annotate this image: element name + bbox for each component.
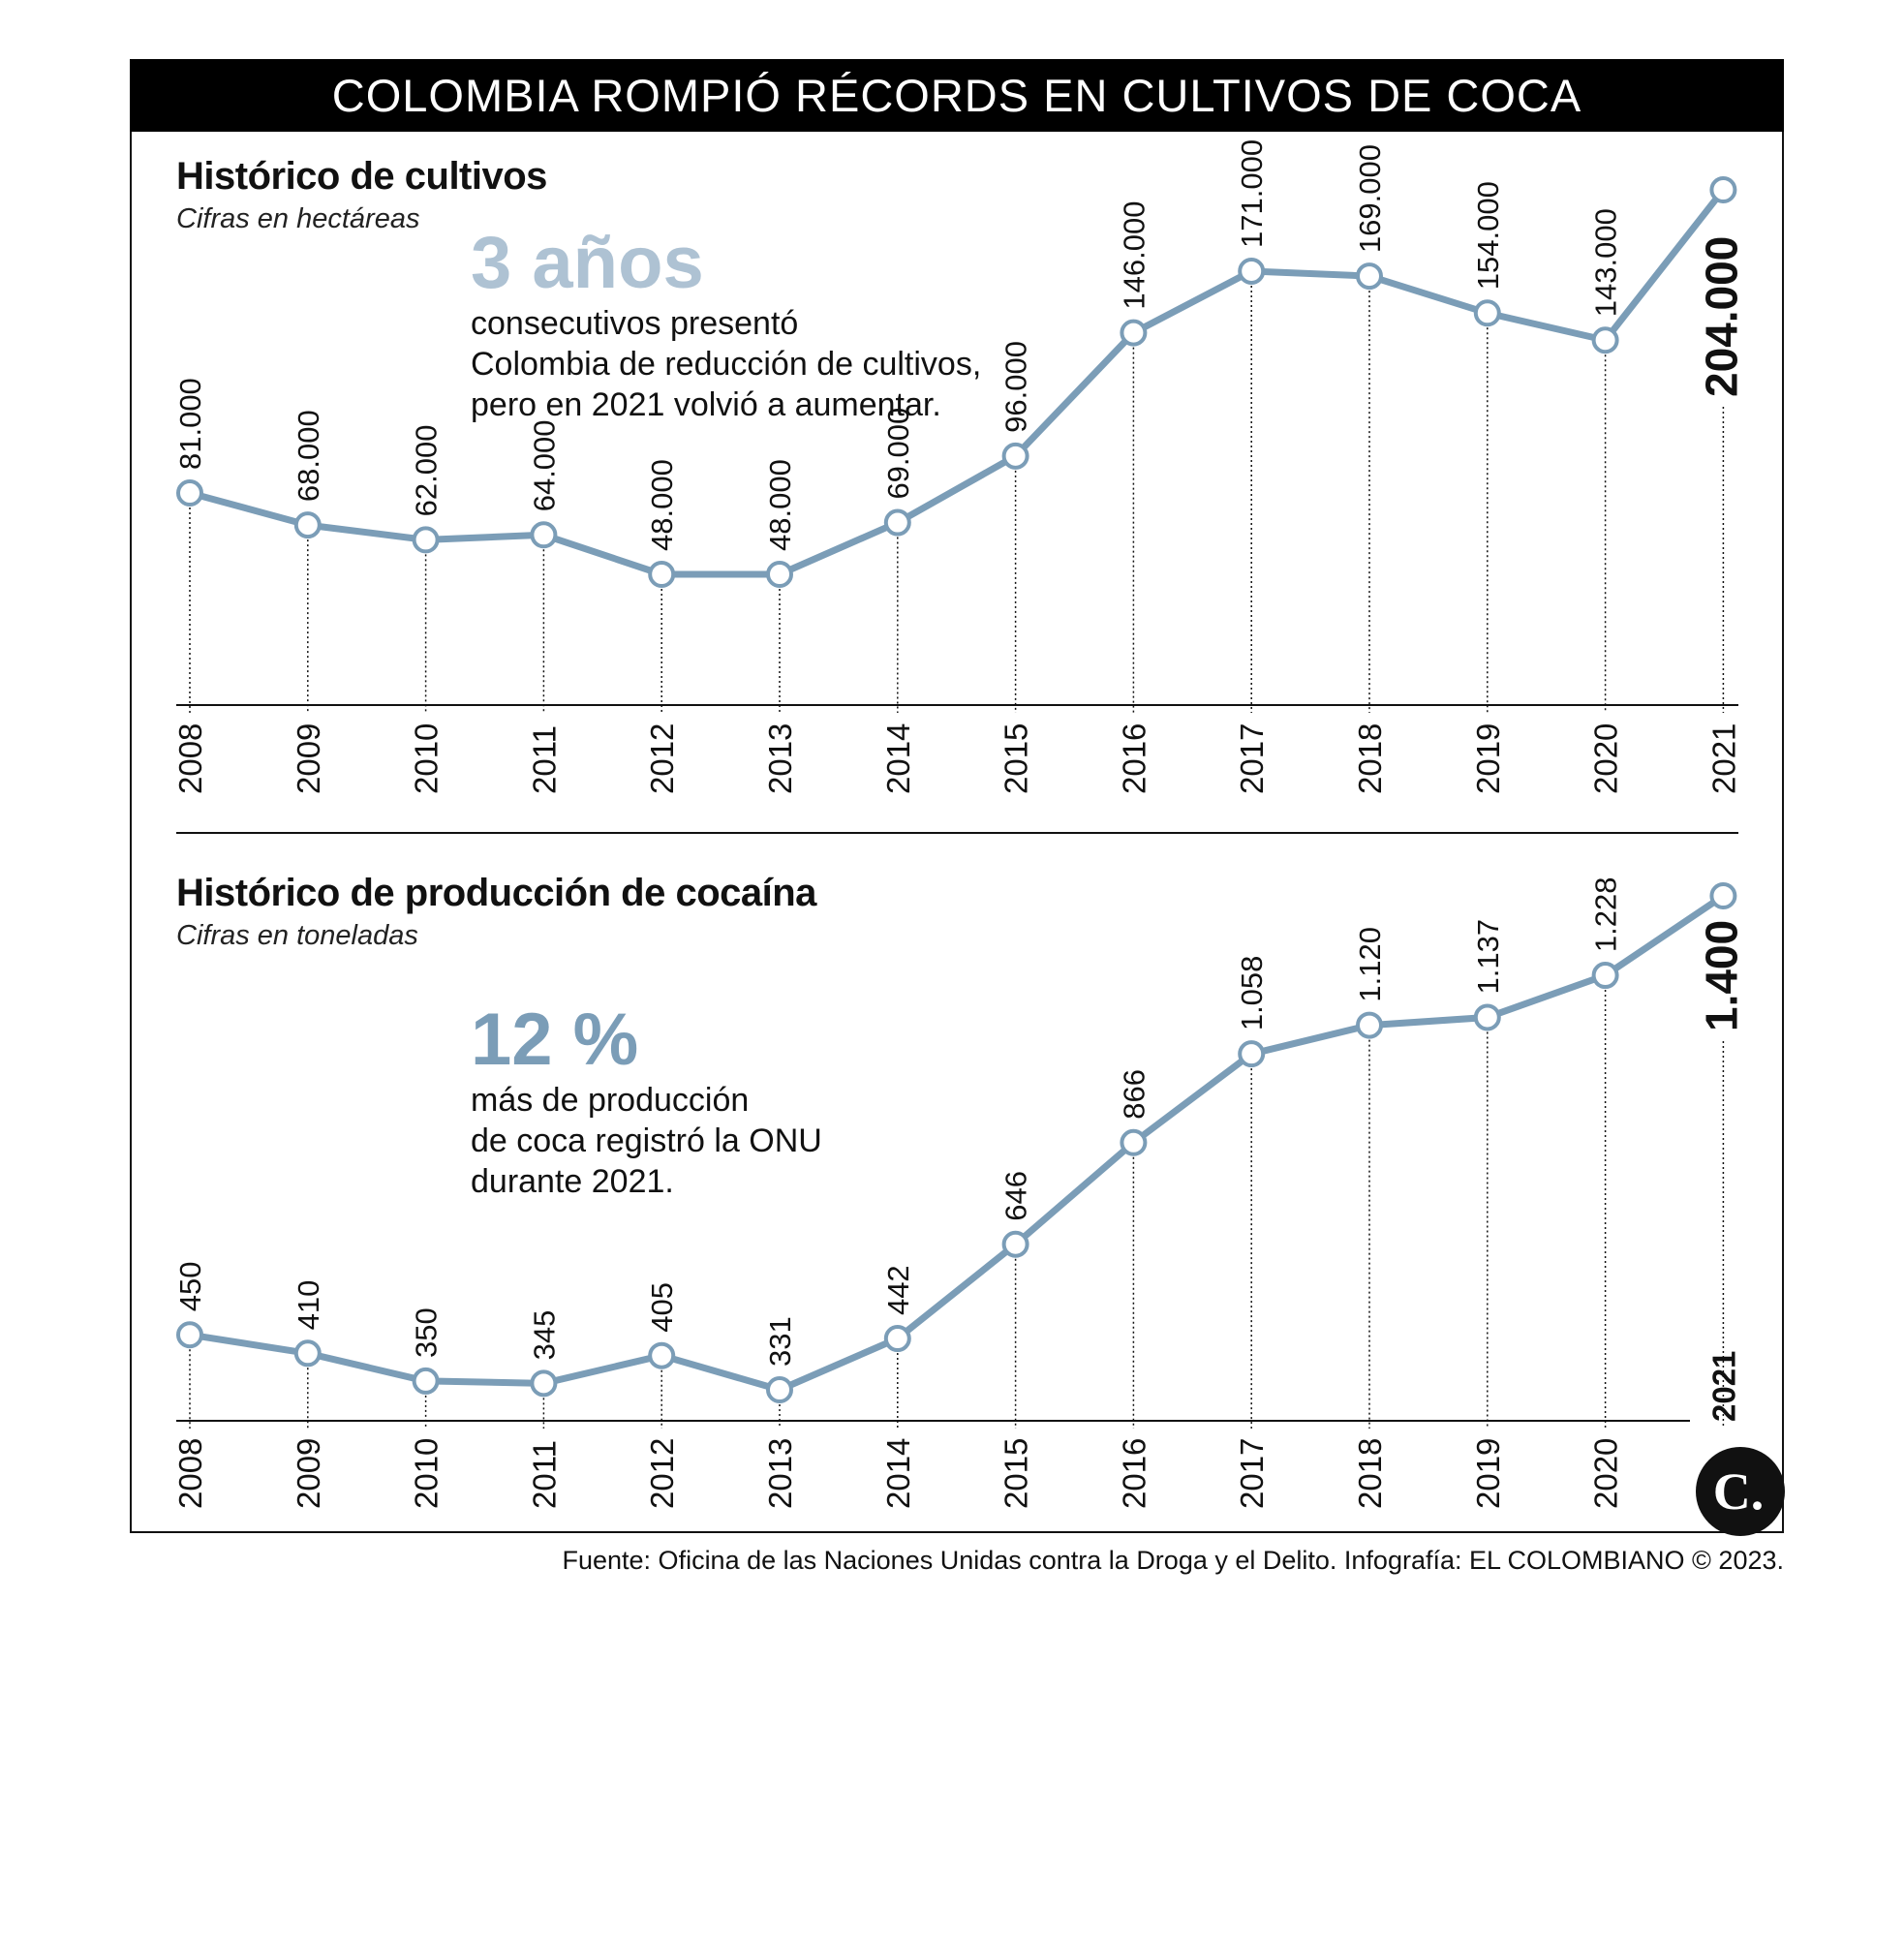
callout-2-line: durante 2021. xyxy=(471,1163,674,1200)
chart-1-title: Histórico de cultivos xyxy=(176,155,547,198)
data-point xyxy=(415,528,438,551)
x-tick-label: 2011 xyxy=(526,725,563,794)
data-point xyxy=(1240,1042,1263,1065)
data-label: 866 xyxy=(1117,1069,1152,1120)
callout-1-line: consecutivos presentó xyxy=(471,305,799,342)
data-point xyxy=(886,1327,909,1350)
chart-2-title: Histórico de producción de cocaína xyxy=(176,872,816,914)
data-point xyxy=(886,511,909,535)
x-tick-label: 2018 xyxy=(1352,1437,1388,1509)
data-label: 64.000 xyxy=(527,419,562,512)
x-tick-label: 2010 xyxy=(408,1437,445,1509)
data-point xyxy=(1358,1014,1381,1037)
data-label: 1.120 xyxy=(1353,927,1387,1002)
x-tick-label: 2017 xyxy=(1234,1437,1271,1509)
x-tick-label: 2009 xyxy=(290,1437,326,1509)
data-point xyxy=(768,563,791,586)
x-tick-label: 2014 xyxy=(879,723,916,794)
data-point xyxy=(1121,1131,1145,1154)
callout-2-number: 12 % xyxy=(471,999,639,1081)
data-point xyxy=(1476,301,1499,324)
data-label: 410 xyxy=(291,1279,325,1331)
data-label: 69.000 xyxy=(880,407,915,500)
x-tick-label: 2020 xyxy=(1587,723,1624,794)
data-label: 350 xyxy=(409,1307,444,1358)
x-tick-label: 2009 xyxy=(290,723,326,794)
data-point xyxy=(1121,322,1145,345)
chart-1-subtitle: Cifras en hectáreas xyxy=(176,203,420,234)
x-tick-label: 2015 xyxy=(998,723,1034,794)
x-tick-label: 2016 xyxy=(1116,723,1152,794)
x-tick-label: 2013 xyxy=(762,723,798,794)
chart-2-subtitle: Cifras en toneladas xyxy=(176,920,418,951)
data-label: 68.000 xyxy=(291,410,325,503)
data-label: 143.000 xyxy=(1588,208,1623,318)
x-tick-label: 2012 xyxy=(644,1437,681,1509)
source-note: Fuente: Oficina de las Naciones Unidas contra la Droga y el Delito. Infografía: EL COLOMBIANO © 2023. xyxy=(562,1546,1784,1575)
data-point xyxy=(1711,178,1735,201)
data-label: 81.000 xyxy=(173,378,207,471)
x-tick-label: 2015 xyxy=(998,1437,1034,1509)
data-point xyxy=(1711,884,1735,907)
data-label: 442 xyxy=(880,1265,915,1316)
logo-text: C. xyxy=(1712,1462,1765,1521)
data-label: 1.137 xyxy=(1470,918,1505,995)
x-tick-label: 2008 xyxy=(172,1437,208,1509)
callout-1-number: 3 años xyxy=(471,222,704,304)
data-label: 345 xyxy=(527,1309,562,1361)
x-tick-label: 2019 xyxy=(1469,723,1506,794)
data-point xyxy=(1004,1233,1028,1256)
data-point xyxy=(768,1378,791,1401)
callout-1-line: pero en 2021 volvió a aumentar. xyxy=(471,386,941,423)
data-point xyxy=(532,1371,555,1395)
x-tick-label: 2021 xyxy=(1705,1350,1742,1422)
data-label: 169.000 xyxy=(1353,144,1387,254)
x-tick-label: 2013 xyxy=(762,1437,798,1509)
data-point xyxy=(296,1341,320,1365)
x-tick-label: 2018 xyxy=(1352,723,1388,794)
data-label: 146.000 xyxy=(1117,200,1152,310)
data-label: 204.000 xyxy=(1696,235,1747,397)
data-point xyxy=(178,481,201,505)
data-point xyxy=(650,563,673,586)
chart-produccion xyxy=(172,876,1746,1509)
data-label: 646 xyxy=(998,1170,1033,1221)
x-tick-label: 2021 xyxy=(1705,723,1742,794)
data-label: 62.000 xyxy=(409,424,444,517)
x-tick-label: 2019 xyxy=(1469,1437,1506,1509)
x-tick-label: 2008 xyxy=(172,723,208,794)
data-label: 48.000 xyxy=(645,459,680,551)
callout-1-line: Colombia de reducción de cultivos, xyxy=(471,346,982,383)
data-point xyxy=(415,1369,438,1393)
x-tick-label: 2011 xyxy=(526,1440,563,1509)
data-label: 48.000 xyxy=(763,459,797,551)
data-point xyxy=(296,513,320,537)
data-point xyxy=(1594,964,1617,987)
callout-2-line: más de producción xyxy=(471,1082,750,1119)
x-tick-label: 2014 xyxy=(879,1437,916,1509)
data-label: 154.000 xyxy=(1470,181,1505,291)
data-label: 1.058 xyxy=(1235,955,1270,1031)
logo xyxy=(1696,1447,1785,1536)
data-label: 331 xyxy=(763,1316,797,1367)
data-point xyxy=(1358,264,1381,288)
data-point xyxy=(1594,328,1617,352)
x-tick-label: 2020 xyxy=(1587,1437,1624,1509)
x-tick-label: 2017 xyxy=(1234,723,1271,794)
data-point xyxy=(1476,1005,1499,1029)
callout-2-line: de coca registró la ONU xyxy=(471,1122,822,1159)
data-label: 1.400 xyxy=(1696,919,1747,1031)
data-point xyxy=(178,1323,201,1346)
data-label: 96.000 xyxy=(998,341,1033,433)
data-point xyxy=(1240,260,1263,283)
data-label: 405 xyxy=(645,1281,680,1333)
page-title-text: COLOMBIA ROMPIÓ RÉCORDS EN CULTIVOS DE COCA xyxy=(331,70,1582,121)
data-label: 171.000 xyxy=(1235,138,1270,248)
data-point xyxy=(650,1344,673,1368)
x-tick-label: 2016 xyxy=(1116,1437,1152,1509)
data-point xyxy=(532,523,555,546)
data-point xyxy=(1004,445,1028,468)
x-tick-label: 2010 xyxy=(408,723,445,794)
data-label: 450 xyxy=(173,1261,207,1312)
x-tick-label: 2012 xyxy=(644,723,681,794)
chart-cultivos xyxy=(172,139,1746,794)
data-label: 1.228 xyxy=(1588,876,1623,953)
